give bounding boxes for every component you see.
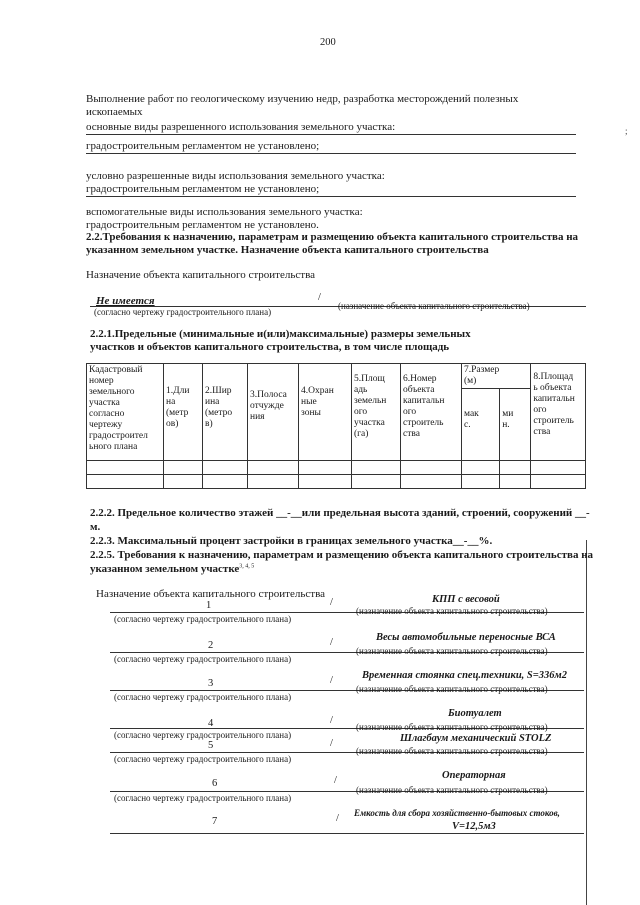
purpose-label: Назначение объекта капитального строительства [86,269,316,281]
caption-plan: (согласно чертежу градостроительного плана) [94,307,272,317]
intro-line-1: Выполнение работ по геологическому изучению недр, разработка месторождений полезных [86,93,519,105]
auxiliary-uses-value: градостроительным регламентом не установлено. [86,219,319,231]
section-2-2-line-1: 2.2.Требования к назначению, параметрам и размещению объекта капитального строительства на [86,231,579,243]
section-2-2-2-line-1: 2.2.2. Предельное количество этажей __-__или предельная высота зданий, строений, сооружений __- [90,507,590,519]
rule [86,196,576,197]
section-2-2-5-line-2: указанном земельном участке$^{3, 4, 5}$ [90,563,255,575]
object-name: Биотуалет [448,708,502,719]
caption-purpose: (назначение объекта капитального строительства) [356,606,548,616]
object-number: 4 [208,718,214,729]
header-size: 7.Размер (м) [462,364,531,389]
object-name: Шлагбаум механический STOLZ [400,733,552,744]
header-cadastral: Кадастровый номер земельного участка согласно чертежу градостроител ьного плана [87,364,164,461]
caption-purpose: (назначение объекта капитального строительства) [356,722,548,732]
table-header-row [87,364,586,389]
header-zones: 4.Охран ные зоны [299,364,352,461]
header-strip: 3.Полоса отчужде ния [248,364,299,461]
object-name: КПП с весовой [432,594,500,605]
header-object-area: 8.Площад ь объекта капитальн ого строитель ства [531,364,586,461]
slash: / [318,292,321,303]
section-2-2-line-2: указанном земельном участке. Назначение объекта капитального строительства [86,244,489,256]
header-area: 5.Площ адь земельн ого участка (га) [352,364,401,461]
rule [110,833,584,834]
section-2-2-1-line-1: 2.2.1.Предельные (минимальные и(или)максимальные) размеры земельных [90,328,471,340]
caption-plan: (согласно чертежу градостроительного плана) [114,654,292,664]
table-row [87,475,586,489]
caption-plan: (согласно чертежу градостроительного плана) [114,614,292,624]
object-number: 6 [212,778,218,789]
table-row [87,461,586,475]
object-name: Операторная [442,770,506,781]
object-name: Временная стоянка спец.техники, S=336м2 [362,670,567,681]
section-2-2-1-line-2: участков и объектов капитального строительства, в том числе площадь [90,341,450,353]
caption-plan: (согласно чертежу градостроительного плана) [114,692,292,702]
header-size-max: мак с. [462,389,500,461]
section-2-2-5-line-1: 2.2.5. Требования к назначению, параметрам и размещению объекта капитального строительства на [90,549,594,561]
purpose-none-value: Не имеется [96,295,155,307]
caption-plan: (согласно чертежу градостроительного плана) [114,754,292,764]
object-number: 3 [208,678,214,689]
caption-purpose: (назначение объекта капитального строительства) [356,785,548,795]
slash: / [336,813,339,824]
caption-plan: (согласно чертежу градостроительного плана) [114,730,292,740]
object-name: Емкость для сбора хозяйственно-бытовых стоков, [354,808,560,818]
slash: / [330,597,333,608]
slash: / [330,675,333,686]
caption-purpose: (назначение объекта капитального строительства) [356,746,548,756]
header-length: 1.Дли на (метр ов) [164,364,203,461]
object-name-line-2: V=12,5м3 [452,821,496,832]
rule [86,153,576,154]
object-number: 2 [208,640,214,651]
objects-label: Назначение объекта капитального строительства [96,588,326,600]
object-name: Весы автомобильные переносные ВСА [376,632,556,643]
header-width: 2.Шир ина (метро в) [203,364,248,461]
caption-purpose: (назначение объекта капитального строительства) [356,646,548,656]
header-size-min: ми н. [500,389,531,461]
conditional-uses-value: градостроительным регламентом не установлено; [86,183,320,195]
object-number: 7 [212,816,218,827]
header-object-number: 6.Номер объекта капитальн ого строитель ства [401,364,462,461]
page-number: 200 [320,37,336,48]
slash: / [330,715,333,726]
conditional-uses-label: условно разрешенные виды использования земельного участка: [86,170,385,182]
parameters-table [86,363,586,489]
basic-uses-value: градостроительным регламентом не установлено; [86,140,320,152]
slash: / [334,775,337,786]
basic-uses-label: основные виды разрешенного использования земельного участка: [86,121,396,133]
slash: / [330,738,333,749]
caption-plan: (согласно чертежу градостроительного плана) [114,793,292,803]
caption-purpose: (назначение объекта капитального строительства) [338,301,530,311]
object-number: 1 [206,600,212,611]
section-2-2-2-line-2: м. [90,521,101,533]
caption-purpose: (назначение объекта капитального строительства) [356,684,548,694]
object-number: 5 [208,740,214,751]
slash: / [330,637,333,648]
margin-mark: ; [625,126,628,136]
section-2-2-3: 2.2.3. Максимальный процент застройки в границах земельного участка__-__%. [90,535,493,547]
auxiliary-uses-label: вспомогательные виды использования земельного участка: [86,206,363,218]
scan-edge-line [586,540,587,905]
intro-line-2: ископаемых [86,106,143,118]
rule [86,134,576,135]
